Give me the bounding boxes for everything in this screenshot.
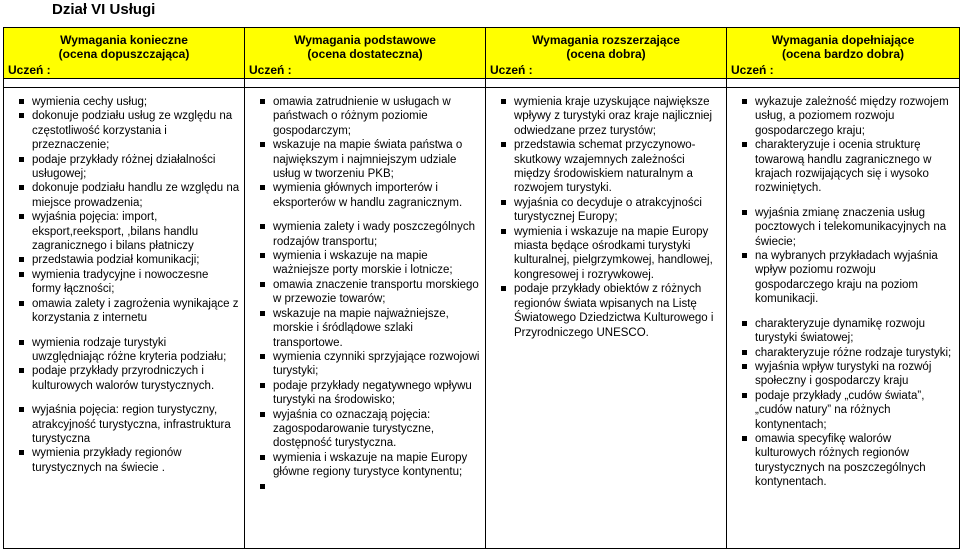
requirement-list — [4, 88, 244, 475]
column-student-label: Uczeń : — [8, 63, 51, 77]
requirement-item — [727, 249, 955, 307]
requirement-text: podaje przykłady „cudów świata”, „cudów natury” na różnych kontynentach; — [755, 389, 925, 431]
square-bullet-icon — [742, 321, 747, 326]
square-bullet-icon — [260, 185, 265, 190]
requirement-item — [245, 451, 481, 480]
requirement-item — [4, 210, 240, 253]
square-bullet-icon — [19, 301, 24, 306]
column-student-label: Uczeń : — [731, 63, 774, 77]
requirement-item — [245, 249, 481, 278]
requirement-item — [245, 278, 481, 307]
requirement-text: wymienia cechy usług; — [32, 96, 148, 108]
requirement-text: wyjaśnia pojęcia: import, eksport,reeksport, ,bilans handlu zagranicznego i bilans płatniczy — [32, 211, 199, 253]
requirement-text: wyjaśnia wpływ turystyki na rozwój społeczny i gospodarczy kraju — [755, 360, 932, 388]
spacer-cell — [727, 79, 960, 88]
requirement-item — [4, 364, 240, 393]
header-cell-dopelniajace — [727, 28, 960, 79]
requirement-item — [4, 253, 240, 267]
square-bullet-icon — [501, 286, 506, 291]
requirement-text: wskazuje na mapie najważniejsze, morskie i śródlądowe szlaki transportowe. — [273, 307, 449, 349]
requirements-table — [3, 27, 960, 549]
spacer-row — [4, 79, 960, 88]
requirement-text: charakteryzuje różne rodzaje turystyki; — [755, 346, 952, 359]
requirement-item — [4, 297, 240, 326]
requirement-item — [727, 360, 955, 389]
column-grade: (ocena dopuszczająca) — [58, 47, 190, 61]
spacer-cell — [486, 79, 727, 88]
requirement-list — [486, 88, 726, 340]
content-cell-dopelniajace — [727, 88, 960, 549]
square-bullet-icon — [19, 257, 24, 262]
requirement-text: przedstawia schemat przyczynowo-skutkowy wzajemnych zależności między środowiskiem naturalnym a rozwojem turystyki. — [514, 139, 696, 195]
requirement-item — [4, 181, 240, 210]
column-level: Wymagania podstawowe — [294, 33, 436, 47]
requirement-item — [4, 268, 240, 297]
header-cell-podstawowe — [245, 28, 486, 79]
square-bullet-icon — [501, 142, 506, 147]
spacer-cell — [4, 79, 245, 88]
requirement-text: wymienia i wskazuje na mapie ważniejsze porty morskie i lotnicze; — [273, 250, 453, 277]
square-bullet-icon — [742, 253, 747, 258]
requirement-list — [727, 88, 959, 490]
requirement-item — [727, 206, 955, 249]
requirement-list — [245, 88, 485, 480]
requirement-item — [727, 95, 955, 138]
square-bullet-icon — [19, 185, 24, 190]
content-cell-podstawowe — [245, 88, 486, 549]
header-cell-rozszerzajace — [486, 28, 727, 79]
requirement-item — [245, 181, 481, 210]
requirement-text: wymienia zalety i wady poszczególnych rodzajów transportu; — [273, 221, 475, 248]
requirement-text: wymienia czynniki sprzyjające rozwojowi turystyki; — [273, 350, 480, 378]
requirement-item — [4, 109, 240, 152]
square-bullet-icon — [742, 99, 747, 104]
square-bullet-icon — [260, 354, 265, 359]
requirement-item — [245, 138, 481, 181]
requirement-text: charakteryzuje dynamikę rozwoju turystyki światowej; — [755, 317, 926, 345]
requirement-item — [486, 282, 722, 340]
requirement-text: podaje przykłady przyrodniczych i kulturowych walorów turystycznych. — [32, 365, 215, 392]
requirement-text: wymienia tradycyjne i nowoczesne formy łączności; — [32, 268, 209, 296]
spacer-cell — [245, 79, 486, 88]
square-bullet-icon — [260, 253, 265, 258]
requirement-text: wymienia i wskazuje na mapie Europy główne regiony turystyce kontynentu; — [273, 451, 468, 479]
requirement-item — [4, 446, 240, 475]
square-bullet-icon — [19, 340, 24, 345]
square-bullet-icon — [742, 436, 747, 441]
square-bullet-icon — [742, 393, 747, 398]
requirement-text: podaje przykłady negatywnego wpływu turystyki na środowisko; — [273, 379, 472, 407]
requirement-item — [486, 225, 722, 283]
requirement-item — [245, 408, 481, 451]
requirement-item — [727, 317, 955, 346]
square-bullet-icon — [19, 272, 24, 277]
requirement-text: wymienia kraje uzyskujące największe wpływy z turystyki oraz kraje najliczniej odwiedzane przez turystów; — [514, 96, 713, 137]
column-student-label: Uczeń : — [490, 63, 533, 77]
requirement-text: na wybranych przykładach wyjaśnia wpływ poziomu rozwoju gospodarczego kraju na poziom komunikacji. — [755, 250, 938, 306]
requirement-text: wymienia głównych importerów i eksporterów w handlu zagranicznym. — [273, 182, 463, 209]
square-bullet-icon — [742, 350, 747, 355]
square-bullet-icon — [260, 311, 265, 316]
requirement-text: wyjaśnia zmianę znaczenia usług pocztowych i telekomunikacyjnych na świecie; — [755, 206, 947, 248]
square-bullet-icon — [19, 99, 24, 104]
square-bullet-icon — [19, 157, 24, 162]
column-level: Wymagania dopełniające — [771, 33, 915, 47]
column-grade: (ocena bardzo dobra) — [781, 47, 904, 61]
requirement-item — [245, 307, 481, 350]
section-title: Dział VI Usługi — [52, 1, 156, 18]
requirement-text: omawia znaczenie transportu morskiego w przewozie towarów; — [273, 278, 479, 306]
requirement-text: wyjaśnia co decyduje o atrakcyjności turystycznej Europy; — [514, 196, 702, 224]
requirement-text: wymienia rodzaje turystyki uwzględniając różne kryteria podziału; — [32, 336, 227, 363]
content-cell-konieczne — [4, 88, 245, 549]
square-bullet-icon — [260, 282, 265, 287]
square-bullet-icon — [742, 142, 747, 147]
content-row — [4, 88, 960, 549]
column-level: Wymagania rozszerzające — [532, 33, 680, 47]
requirement-text: podaje przykłady obiektów z różnych regionów świata wpisanych na Listę Światowego Dziedzictwa Kulturowego i Przyrodniczego UNESCO. — [514, 283, 714, 339]
square-bullet-icon — [19, 450, 24, 455]
requirement-text: wymienia przykłady regionów turystycznych na świecie . — [32, 447, 182, 474]
square-bullet-icon — [260, 224, 265, 229]
square-bullet-icon — [742, 210, 747, 215]
requirement-item — [4, 153, 240, 182]
requirement-item — [245, 220, 481, 249]
square-bullet-icon — [260, 484, 265, 489]
requirement-text: wykazuje zależność między rozwojem usług, a poziomem rozwoju gospodarczego kraju; — [755, 96, 949, 137]
requirement-text: dokonuje podziału handlu ze względu na miejsce prowadzenia; — [32, 182, 240, 209]
column-grade: (ocena dostateczna) — [307, 47, 423, 61]
requirement-item — [727, 389, 955, 432]
square-bullet-icon — [260, 99, 265, 104]
requirement-text: charakteryzuje i ocenia strukturę towarową handlu zagranicznego w krajach rozwijających się i wysoko rozwiniętych. — [755, 139, 932, 195]
requirement-item — [727, 138, 955, 196]
requirement-item — [245, 95, 481, 138]
square-bullet-icon — [19, 214, 24, 219]
requirement-item — [727, 432, 955, 490]
column-level: Wymagania konieczne — [60, 33, 188, 47]
requirement-text: omawia specyfikę walorów kulturowych różnych regionów turystycznych na poszczególnych kontynentach. — [755, 432, 926, 489]
square-bullet-icon — [260, 383, 265, 388]
square-bullet-icon — [19, 113, 24, 118]
square-bullet-icon — [501, 99, 506, 104]
square-bullet-icon — [19, 368, 24, 373]
column-student-label: Uczeń : — [249, 63, 292, 77]
requirement-text: wskazuje na mapie świata państwa o największym i najmniejszym udziale usług w tworzeniu PKB; — [273, 139, 463, 181]
requirement-item — [486, 95, 722, 138]
requirement-text: wyjaśnia pojęcia: region turystyczny, atrakcyjność turystyczna, infrastruktura turystyczna — [32, 404, 231, 445]
requirement-text: dokonuje podziału usług ze względu na częstotliwość korzystania i przeznaczenie; — [32, 110, 233, 152]
square-bullet-icon — [742, 364, 747, 369]
square-bullet-icon — [19, 407, 24, 412]
header-row — [4, 28, 960, 79]
square-bullet-icon — [260, 455, 265, 460]
requirement-item — [4, 336, 240, 365]
requirement-item — [245, 379, 481, 408]
requirement-text: omawia zatrudnienie w usługach w państwach o różnym poziomie gospodarczym; — [273, 96, 451, 137]
column-grade: (ocena dobra) — [566, 47, 646, 61]
square-bullet-icon — [260, 142, 265, 147]
square-bullet-icon — [501, 200, 506, 205]
requirement-item — [727, 346, 955, 360]
requirement-item — [245, 350, 481, 379]
header-cell-konieczne — [4, 28, 245, 79]
requirement-item — [4, 403, 240, 446]
requirement-text: wymienia i wskazuje na mapie Europy miasta będące ośrodkami turystyki kulturalnej, pielgrzymkowej, handlowej, kongresowej i rozrywkowej. — [514, 225, 713, 281]
requirement-text: omawia zalety i zagrożenia wynikające z korzystania z internetu — [32, 297, 239, 325]
requirement-item — [486, 138, 722, 196]
content-cell-rozszerzajace — [486, 88, 727, 549]
requirement-item — [486, 196, 722, 225]
requirement-text: przedstawia podział komunikacji; — [32, 254, 200, 267]
requirement-text: wyjaśnia co oznaczają pojęcia: zagospodarowanie turystyczne, dostępność turystyczna. — [273, 408, 435, 450]
square-bullet-icon — [501, 229, 506, 234]
requirement-text: podaje przykłady różnej działalności usługowej; — [32, 153, 216, 181]
square-bullet-icon — [260, 412, 265, 417]
requirement-item — [4, 95, 240, 109]
